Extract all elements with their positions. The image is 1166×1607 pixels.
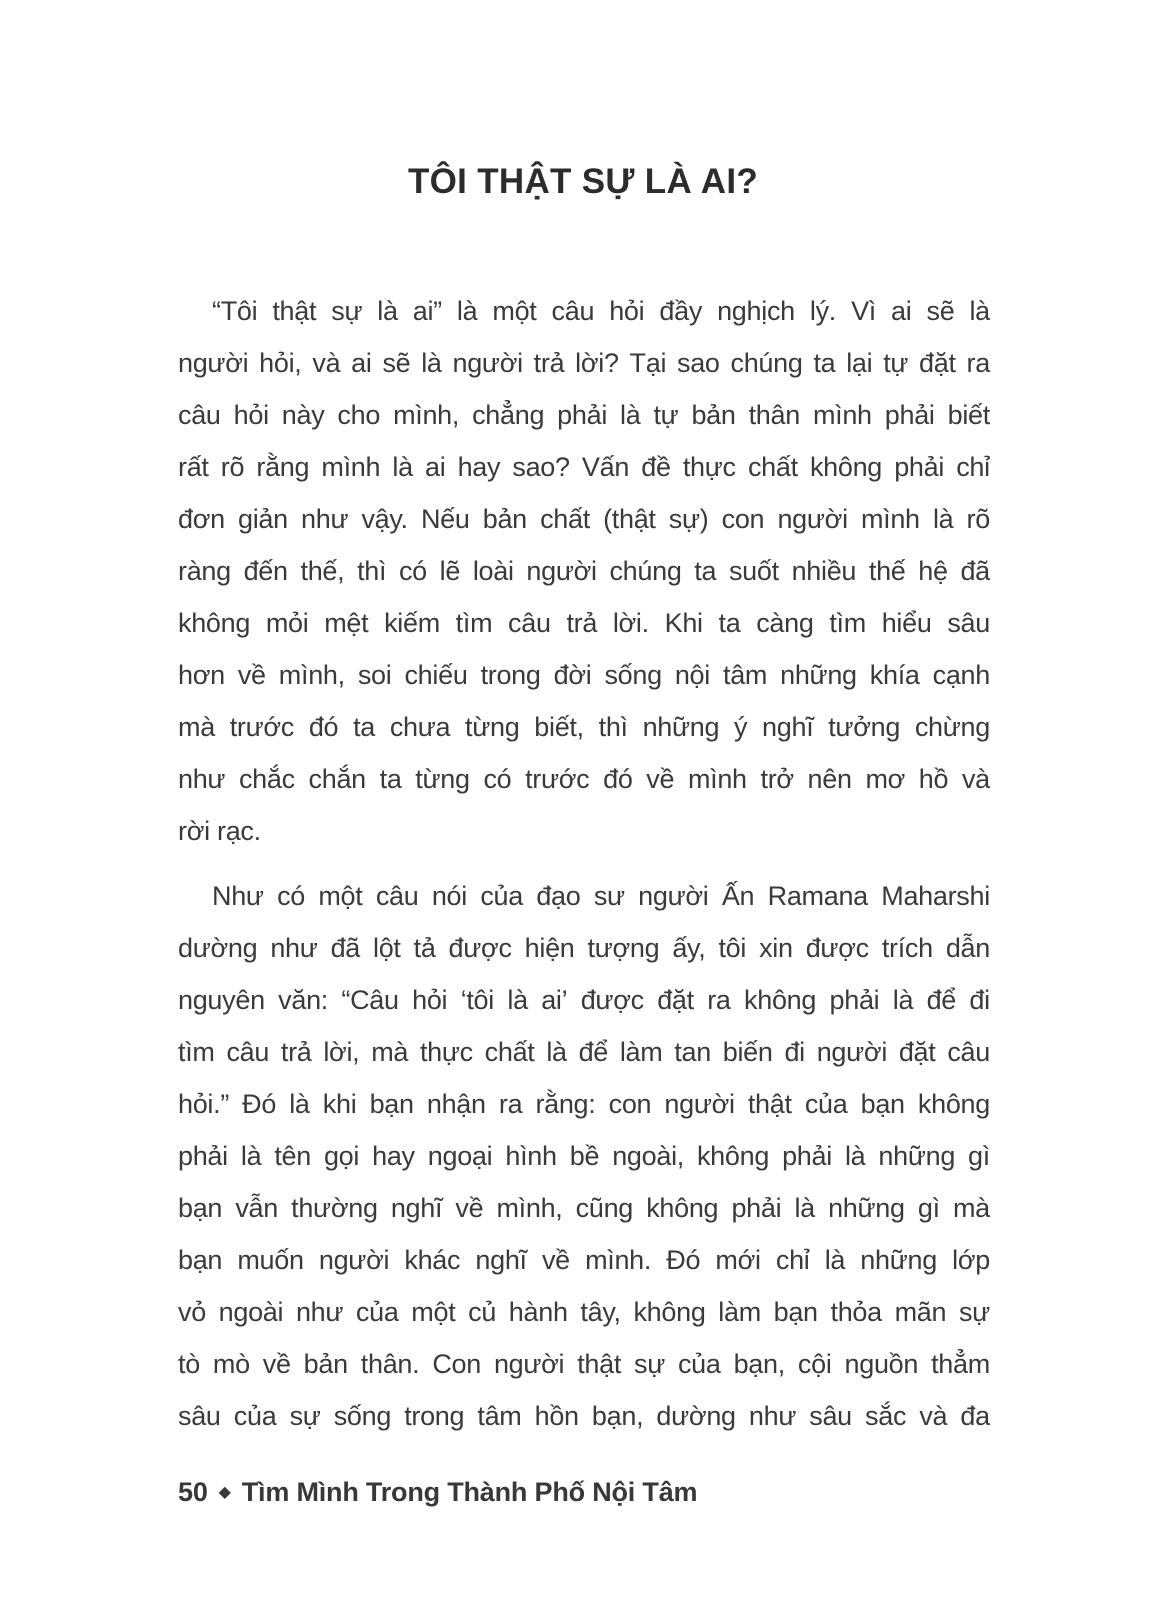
text-line: ràng đến thế, thì có lẽ loài người chúng ta suốt nhiều thế hệ đã (178, 556, 990, 586)
page-footer (178, 1472, 697, 1512)
text-line: như chắc chắn ta từng có trước đó về mình trở nên mơ hồ và (178, 764, 990, 794)
text-line: bạn vẫn thường nghĩ về mình, cũng không phải là những gì mà (178, 1193, 990, 1223)
body-text (178, 285, 990, 1442)
text-line: “Tôi thật sự là ai” là một câu hỏi đầy nghịch lý. Vì ai sẽ là (212, 296, 990, 326)
text-line: hỏi.” Đó là khi bạn nhận ra rằng: con người thật của bạn không (178, 1089, 990, 1119)
chapter-title: TÔI THẬT SỰ LÀ AI? (407, 162, 759, 201)
text-line: rời rạc. (178, 816, 261, 846)
page-number: 50 (178, 1476, 208, 1507)
book-title: Tìm Mình Trong Thành Phố Nội Tâm (241, 1476, 698, 1507)
text-line: phải là tên gọi hay ngoại hình bề ngoài, không phải là những gì (178, 1141, 990, 1171)
text-line: mà trước đó ta chưa từng biết, thì những ý nghĩ tưởng chừng (178, 712, 990, 742)
text-line: vỏ ngoài như của một củ hành tây, không làm bạn thỏa mãn sự (178, 1297, 990, 1327)
text-line: tò mò về bản thân. Con người thật sự của bạn, cội nguồn thẳm (178, 1349, 990, 1379)
text-line: sâu của sự sống trong tâm hồn bạn, dường như sâu sắc và đa (178, 1401, 990, 1431)
text-line: bạn muốn người khác nghĩ về mình. Đó mới chỉ là những lớp (178, 1245, 990, 1275)
text-line: rất rõ rằng mình là ai hay sao? Vấn đề thực chất không phải chỉ (178, 452, 990, 482)
text-line: dường như đã lột tả được hiện tượng ấy, tôi xin được trích dẫn (178, 933, 990, 963)
text-line: Như có một câu nói của đạo sư người Ấn Ramana Maharshi (212, 881, 990, 911)
diamond-icon: ◆ (218, 1484, 231, 1501)
text-line: người hỏi, và ai sẽ là người trả lời? Tại sao chúng ta lại tự đặt ra (178, 348, 990, 378)
text-line: nguyên văn: “Câu hỏi ‘tôi là ai’ được đặt ra không phải là để đi (178, 985, 990, 1015)
text-line: tìm câu trả lời, mà thực chất là để làm tan biến đi người đặt câu (178, 1037, 990, 1067)
paragraph-1 (178, 285, 990, 857)
text-line: hơn về mình, soi chiếu trong đời sống nội tâm những khía cạnh (178, 660, 990, 690)
paragraph-2 (178, 870, 990, 1442)
text-line: không mỏi mệt kiếm tìm câu trả lời. Khi ta càng tìm hiểu sâu (178, 608, 990, 638)
text-line: đơn giản như vậy. Nếu bản chất (thật sự) con người mình là rõ (178, 504, 990, 534)
text-line: câu hỏi này cho mình, chẳng phải là tự bản thân mình phải biết (178, 400, 990, 430)
